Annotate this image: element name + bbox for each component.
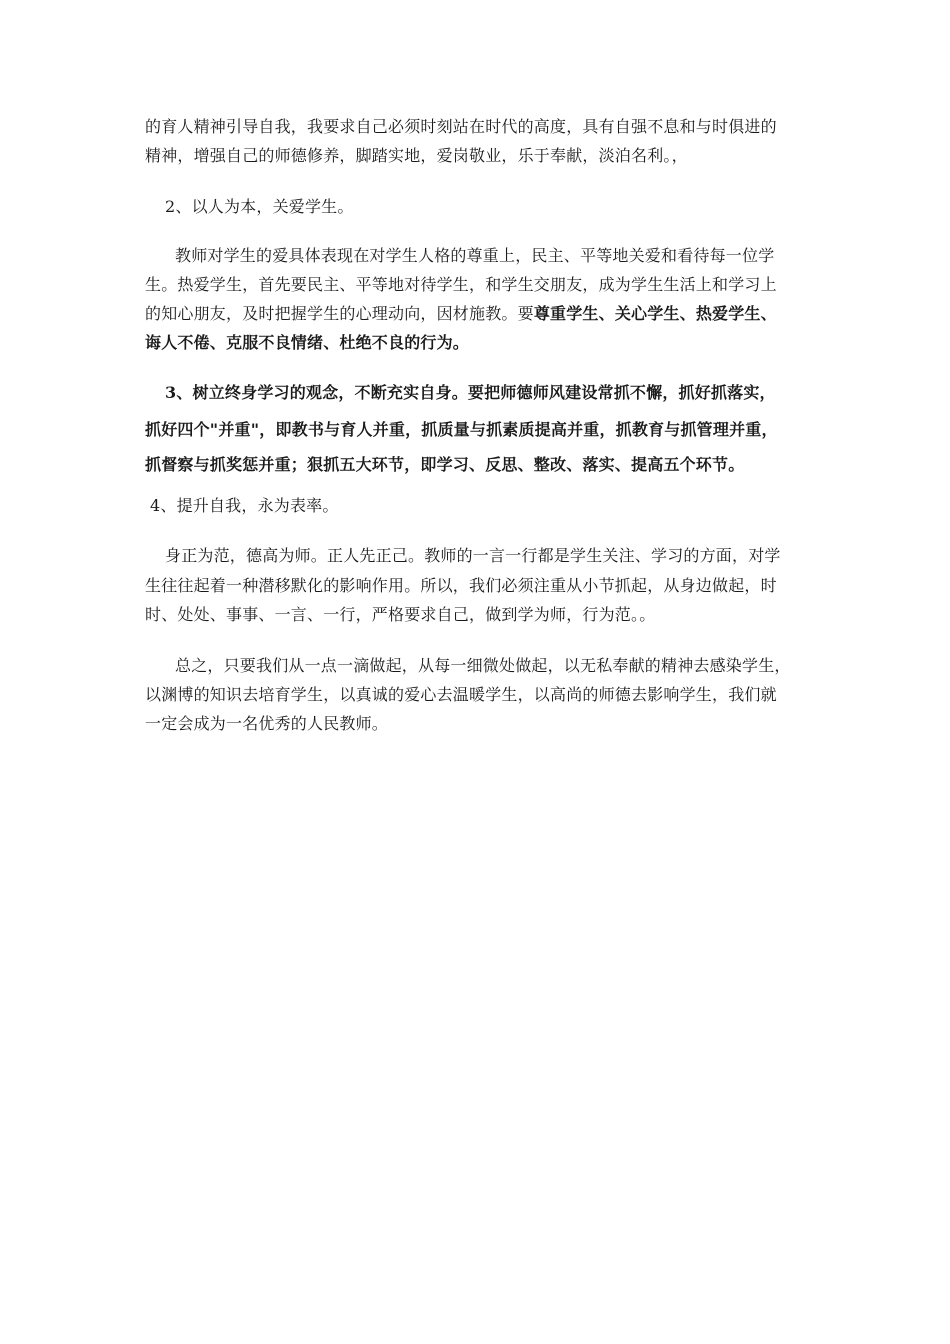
heading-4: 4、提升自我，永为表率。 xyxy=(150,496,339,515)
paragraph-3-line-1: 3、树立终身学习的观念，不断充实自身。要把师德师风建设常抓不懈，抓好抓落实， xyxy=(165,383,776,402)
paragraph-2-line-2: 生。热爱学生，首先要民主、平等地对待学生，和学生交朋友，成为学生生活上和学习上 xyxy=(145,275,777,294)
paragraph-3-line-2: 抓好四个"并重"，即教书与育人并重，抓质量与抓素质提高并重，抓教育与抓管理并重， xyxy=(145,420,778,439)
paragraph-1-line-1: 的育人精神引导自我，我要求自己必须时刻站在时代的高度，具有自强不息和与时俱进的 xyxy=(145,117,777,136)
paragraph-5-line-2: 以渊博的知识去培育学生，以真诚的爱心去温暖学生，以高尚的师德去影响学生，我们就 xyxy=(145,685,777,704)
paragraph-5-line-1: 总之，只要我们从一点一滴做起，从每一细微处做起，以无私奉献的精神去感染学生， xyxy=(175,656,791,675)
paragraph-2-line-3-text: 的知心朋友，及时把握学生的心理动向，因材施教。要 xyxy=(145,304,534,323)
paragraph-4-line-2: 生往往起着一种潜移默化的影响作用。所以，我们必须注重从小节抓起，从身边做起，时 xyxy=(145,576,777,595)
heading-2: 2、以人为本，关爱学生。 xyxy=(165,197,354,216)
paragraph-2-line-1: 教师对学生的爱具体表现在对学生人格的尊重上，民主、平等地关爱和看待每一位学 xyxy=(175,246,775,265)
paragraph-4-line-1: 身正为范，德高为师。正人先正己。教师的一言一行都是学生关注、学习的方面，对学 xyxy=(165,546,781,565)
paragraph-2-line-3 xyxy=(145,304,777,324)
paragraph-3-line-3: 抓督察与抓奖惩并重；狠抓五大环节，即学习、反思、整改、落实、提高五个环节。 xyxy=(145,455,745,474)
paragraph-1-line-2: 精神，增强自己的师德修养，脚踏实地，爱岗敬业，乐于奉献，淡泊名利。， xyxy=(145,146,688,165)
paragraph-4-line-3: 时、处处、事事、一言、一行，严格要求自己，做到学为师，行为范。。 xyxy=(145,605,656,624)
paragraph-2-line-3-bold: 尊重学生、关心学生、热爱学生、 xyxy=(533,304,777,323)
paragraph-5-line-3: 一定会成为一名优秀的人民教师。 xyxy=(145,714,389,733)
paragraph-2-line-4: 诲人不倦、克服不良情绪、杜绝不良的行为。 xyxy=(145,333,470,352)
